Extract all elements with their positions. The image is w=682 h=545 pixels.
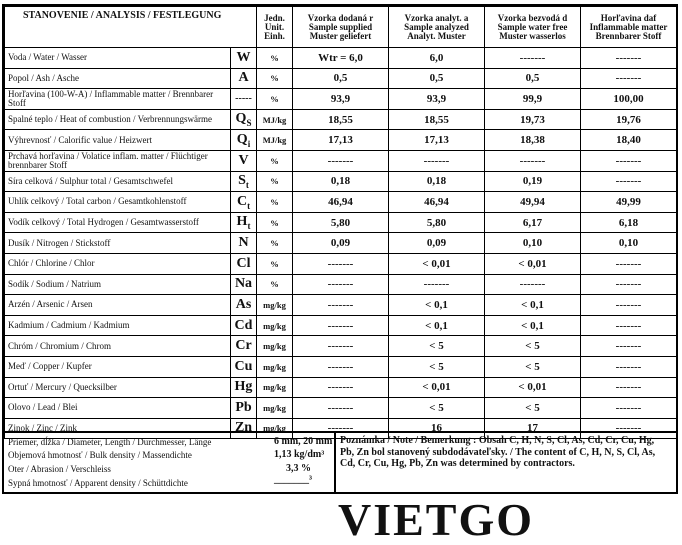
row-unit: mg/kg [257,336,293,357]
header-sample-supplied: Vzorka dodaná r Sample supplied Muster geliefert [293,7,389,48]
symbol-main: As [235,296,252,312]
symbol-main: S [238,172,246,188]
row-name: Chróm / Chromium / Chrom [5,336,231,357]
row-value-d: 0,10 [581,233,677,254]
row-unit: % [257,253,293,274]
row-value-c: 6,17 [485,212,581,233]
row-symbol [231,253,257,274]
header-unit: Jedn. Unit. Einh. [257,7,293,48]
row-value-d: ------- [581,336,677,357]
row-value-c: < 5 [485,398,581,419]
row-value-c: 19,73 [485,109,581,130]
row-name: Uhlík celkový / Total carbon / Gesamtkohlenstoff [5,192,231,213]
row-name: Olovo / Lead / Blei [5,398,231,419]
row-value-a: ------- [293,274,389,295]
row-value-b: < 5 [389,398,485,419]
row-unit: MJ/kg [257,109,293,130]
row-value-a: 18,55 [293,109,389,130]
symbol-main: H [236,214,248,230]
row-value-d: ------- [581,171,677,192]
row-symbol [231,398,257,419]
row-name: Dusík / Nitrogen / Stickstoff [5,233,231,254]
row-value-c: 0,5 [485,68,581,89]
table-row [5,130,677,151]
row-symbol [231,130,257,151]
row-value-b: 18,55 [389,109,485,130]
row-value-a: 0,09 [293,233,389,254]
row-value-c: < 0,01 [485,377,581,398]
row-name: Popol / Ash / Asche [5,68,231,89]
row-value-b: 93,9 [389,89,485,110]
row-name: Arzén / Arsenic / Arsen [5,295,231,316]
table-row [5,150,677,171]
abrasion-value: 3,3 % [286,463,311,474]
row-value-d: ------- [581,315,677,336]
row-value-a: Wtr = 6,0 [293,48,389,69]
row-name: Spalné teplo / Heat of combustion / Verbrennungswärme [5,109,231,130]
row-value-c: 0,10 [485,233,581,254]
row-value-d: 19,76 [581,109,677,130]
row-unit: mg/kg [257,315,293,336]
row-value-a: 5,80 [293,212,389,233]
row-name: Prchavá horľavina / Volatice inflam. matter / Flüchtiger brennbarer Stoff [5,150,231,171]
row-value-c: ------- [485,150,581,171]
table-row [5,398,677,419]
row-value-b: < 0,1 [389,295,485,316]
row-symbol [231,89,257,110]
row-name: Ortuť / Mercury / Quecksilber [5,377,231,398]
row-unit: MJ/kg [257,130,293,151]
row-unit: mg/kg [257,356,293,377]
table-row [5,356,677,377]
row-symbol [231,315,257,336]
row-value-c: < 0,1 [485,295,581,316]
row-value-b: < 0,01 [389,253,485,274]
row-value-b: 17,13 [389,130,485,151]
table-row [5,109,677,130]
row-value-d: ------- [581,418,677,439]
row-name: Vodík celkový / Total Hydrogen / Gesamtwasserstoff [5,212,231,233]
row-unit: % [257,192,293,213]
row-value-a: ------- [293,398,389,419]
row-unit: mg/kg [257,398,293,419]
row-value-c: 18,38 [485,130,581,151]
symbol-main: N [238,235,249,251]
apparent-density-label: Sypná hmotnosť / Apparent density / Schüttdichte [8,478,188,488]
footer [4,431,676,494]
row-name: Voda / Water / Wasser [5,48,231,69]
row-name: Sodík / Sodium / Natrium [5,274,231,295]
symbol-subscript: t [247,200,251,211]
symbol-main: C [236,193,248,209]
row-value-c: ------- [485,274,581,295]
row-value-a: ------- [293,336,389,357]
row-value-d: 18,40 [581,130,677,151]
table-row [5,212,677,233]
symbol-main: Cu [234,358,253,374]
row-unit: % [257,89,293,110]
analysis-sheet [2,4,678,494]
row-unit: % [257,48,293,69]
row-name: Chlór / Chlorine / Chlor [5,253,231,274]
table-header-row [5,7,677,48]
row-value-d: ------- [581,398,677,419]
symbol-subscript: t [245,179,249,190]
row-value-c: < 5 [485,356,581,377]
row-name: Kadmium / Cadmium / Kadmium [5,315,231,336]
row-value-b: 0,18 [389,171,485,192]
table-row [5,171,677,192]
row-value-b: 6,0 [389,48,485,69]
apparent-density-value: _______³ [274,474,312,485]
symbol-main: A [238,70,249,86]
row-name: Zinok / Zinc / Zink [5,418,231,439]
row-name: Horľavina (100-W-A) / Inflammable matter / Brennbarer Stoff [5,89,231,110]
row-value-c: 17 [485,418,581,439]
row-value-a: ------- [293,377,389,398]
row-value-c: < 0,01 [485,253,581,274]
row-name: Síra celková / Sulphur total / Gesamtschwefel [5,171,231,192]
table-row [5,192,677,213]
footer-note: Poznámka / Note / Bemerkung : Obsah C, H, N, S, Cl, As, Cd, Cr, Cu, Hg, Pb, Zn bol stanovený subdodávateľsky. / The content of C, H, N, S, Cl, As, Cd, Cr, Cu, Hg, Pb, Zn was determined by contractors. [340,435,656,469]
symbol-subscript: t [247,220,251,231]
row-value-d: ------- [581,377,677,398]
symbol-main: V [238,152,249,168]
row-value-c: ------- [485,48,581,69]
table-row [5,336,677,357]
row-unit: mg/kg [257,418,293,439]
table-row [5,48,677,69]
table-row [5,274,677,295]
row-value-a: 93,9 [293,89,389,110]
table-row [5,253,677,274]
row-value-b: 46,94 [389,192,485,213]
row-value-c: < 5 [485,336,581,357]
vietgo-logo: VIETGO [338,494,535,545]
row-name: Meď / Copper / Kupfer [5,356,231,377]
row-symbol [231,356,257,377]
table-row [5,315,677,336]
row-value-a: 0,18 [293,171,389,192]
row-value-d: ------- [581,295,677,316]
symbol-main: W [236,49,251,65]
row-unit: % [257,274,293,295]
row-value-b: 0,09 [389,233,485,254]
row-symbol [231,68,257,89]
row-value-a: ------- [293,356,389,377]
row-symbol [231,150,257,171]
row-value-d: ------- [581,150,677,171]
row-value-d: 49,99 [581,192,677,213]
diameter-label: Priemer, dĺžka / Diameter, Length / Durchmesser, Länge [8,437,212,447]
row-symbol [231,171,257,192]
table-row [5,377,677,398]
header-sample-water-free: Vzorka bezvodá d Sample water free Muster wasserlos [485,7,581,48]
row-value-d: 100,00 [581,89,677,110]
bulk-density-value: 1,13 kg/dm³ [274,449,325,460]
row-value-a: ------- [293,253,389,274]
row-unit: % [257,212,293,233]
row-value-a: ------- [293,150,389,171]
row-symbol [231,48,257,69]
row-value-a: 46,94 [293,192,389,213]
row-symbol [231,377,257,398]
row-value-b: < 0,1 [389,315,485,336]
symbol-subscript: S [246,117,252,128]
header-sample-analyzed: Vzorka analyt. a Sample analyzed Analyt. Muster [389,7,485,48]
row-name: Výhrevnosť / Calorific value / Heizwert [5,130,231,151]
row-value-d: 6,18 [581,212,677,233]
row-value-d: ------- [581,274,677,295]
row-value-b: 0,5 [389,68,485,89]
row-unit: % [257,68,293,89]
diameter-value: 6 mm, 20 mm [274,436,333,447]
table-row [5,295,677,316]
row-unit: mg/kg [257,295,293,316]
row-symbol [231,336,257,357]
header-analysis: STANOVENIE / ANALYSIS / FESTLEGUNG [5,7,257,48]
row-value-d: ------- [581,48,677,69]
row-unit: % [257,171,293,192]
row-value-b: < 0,01 [389,377,485,398]
symbol-main: ----- [235,93,252,105]
row-value-d: ------- [581,68,677,89]
row-symbol [231,109,257,130]
row-unit: % [257,150,293,171]
footer-properties [4,433,336,494]
symbol-main: Cd [234,317,253,333]
row-value-b: < 5 [389,336,485,357]
row-value-d: ------- [581,356,677,377]
row-symbol [231,192,257,213]
row-value-a: ------- [293,295,389,316]
symbol-subscript: i [247,138,251,149]
row-symbol [231,274,257,295]
row-value-b: ------- [389,150,485,171]
symbol-main: Pb [235,399,252,415]
row-unit: mg/kg [257,377,293,398]
symbol-main: Q [236,131,248,147]
row-value-b: 16 [389,418,485,439]
symbol-main: Cl [236,255,251,271]
row-value-c: 99,9 [485,89,581,110]
table-row [5,68,677,89]
row-value-c: < 0,1 [485,315,581,336]
table-row [5,233,677,254]
row-symbol [231,212,257,233]
analysis-table [4,6,677,439]
row-value-b: ------- [389,274,485,295]
row-value-d: ------- [581,253,677,274]
header-inflammable-matter: Horľavina daf Inflammable matter Brennbarer Stoff [581,7,677,48]
symbol-main: Cr [235,338,252,354]
symbol-main: Hg [234,379,253,395]
table-row [5,89,677,110]
row-value-a: 17,13 [293,130,389,151]
row-value-b: 5,80 [389,212,485,233]
row-value-c: 49,94 [485,192,581,213]
row-symbol [231,295,257,316]
row-symbol [231,233,257,254]
symbol-main: Q [235,111,247,127]
row-value-a: ------- [293,418,389,439]
row-unit: % [257,233,293,254]
row-value-a: 0,5 [293,68,389,89]
row-value-c: 0,19 [485,171,581,192]
abrasion-label: Oter / Abrasion / Verschleiss [8,464,111,474]
row-value-a: ------- [293,315,389,336]
symbol-main: Zn [234,420,253,436]
bulk-density-label: Objemová hmotnosť / Bulk density / Massendichte [8,450,192,460]
symbol-main: Na [234,276,253,292]
row-value-b: < 5 [389,356,485,377]
